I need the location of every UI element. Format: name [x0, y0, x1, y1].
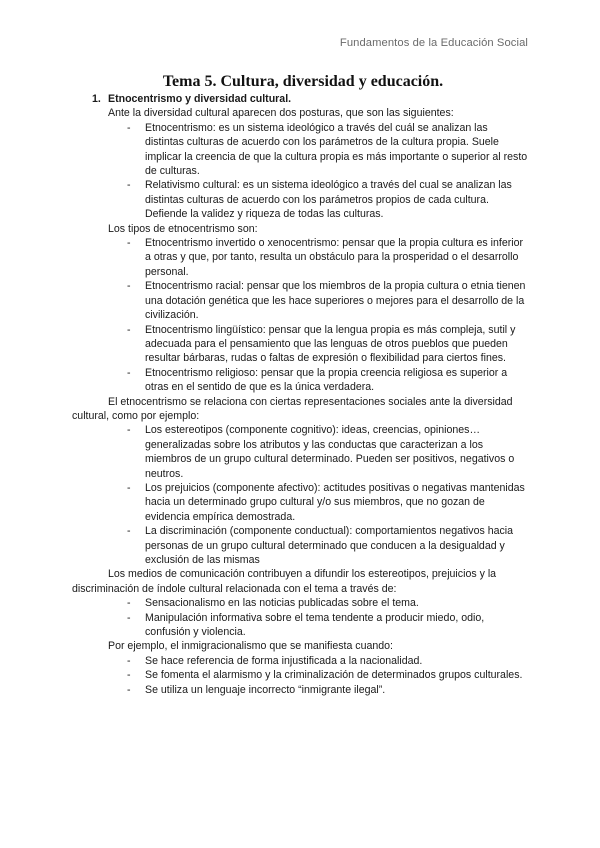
dash-bullet: -: [127, 366, 131, 379]
list-item: - Etnocentrismo lingüístico: pensar que la lengua propia es más compleja, sutil y adecuada para el pensamiento que las lenguas de otros pueblos que pueden resultar bárbaras, rudas o faltas de expresión o flexibilidad para ciertos fines.: [127, 323, 516, 365]
dash-bullet: -: [127, 481, 131, 494]
section-heading: [72, 92, 528, 106]
list-item: - Etnocentrismo: es un sistema ideológico a través del cuál se analizan las distintas culturas de acuerdo con los parámetros de la cultura propia. Suele implicar la creencia de que la cultura propia es más importante o superior al resto de culturas.: [127, 121, 528, 178]
dash-bullet: -: [127, 669, 131, 682]
dash-bullet: -: [127, 683, 131, 696]
document-body: [72, 92, 528, 697]
dash-bullet: -: [127, 597, 131, 610]
list-item: - Se hace referencia de forma injustificada a la nacionalidad.: [127, 654, 423, 667]
list-item: - Sensacionalismo en las noticias publicadas sobre el tema.: [127, 597, 419, 610]
list-item: - La discriminación (componente conductual): comportamientos negativos hacia personas de un grupo cultural determinado que conducen a la desigualdad y exclusión de las mismas: [127, 525, 514, 566]
dash-bullet: -: [127, 179, 131, 192]
media-list: [72, 596, 528, 639]
section-title: Etnocentrismo y diversidad cultural.: [108, 93, 292, 105]
dash-bullet: -: [127, 280, 131, 293]
list-item: - Etnocentrismo religioso: pensar que la propia creencia religiosa es superior a otras en el sentido de que es la única verdadera.: [127, 366, 508, 394]
media-intro: Los medios de comunicación contribuyen a difundir los estereotipos, prejuicios y la discriminación de índole cultural relacionada con el tema a través de:: [72, 568, 497, 595]
running-header: Fundamentos de la Educación Social: [339, 37, 528, 49]
postures-intro: Ante la diversidad cultural aparecen dos posturas, que son las siguientes:: [108, 107, 454, 120]
list-item: - Los estereotipos (componente cognitivo): ideas, creencias, opiniones… generalizadas sobre los atributos y las conductas que caracterizan a los miembros de un grupo cultural determinado. Pueden ser positivos, negativos o neutros.: [127, 424, 515, 480]
dash-bullet: -: [127, 323, 131, 336]
dash-bullet: -: [127, 611, 131, 624]
representations-intro: El etnocentrismo se relaciona con ciertas representaciones sociales ante la diversidad cultural, como por ejemplo:: [72, 395, 513, 422]
types-list: [72, 236, 528, 394]
list-item: - Se fomenta el alarmismo y la criminalización de determinados grupos culturales.: [127, 669, 523, 682]
dash-bullet: -: [127, 654, 131, 667]
dash-bullet: -: [127, 525, 131, 538]
list-item: - Se utiliza un lenguaje incorrecto “inmigrante ilegal”.: [127, 683, 386, 696]
list-item: - Etnocentrismo racial: pensar que los miembros de la propia cultura o etnia tienen una dotación genética que les hace superiores o mejores para el desarrollo de la civilización.: [127, 280, 526, 322]
postures-list: [72, 121, 528, 222]
dash-bullet: -: [127, 424, 131, 437]
dash-bullet: -: [127, 121, 131, 134]
types-intro: Los tipos de etnocentrismo son:: [108, 222, 258, 235]
section-number: 1.: [92, 93, 101, 105]
list-item: - Relativismo cultural: es un sistema ideológico a través del cual se analizan las distintas culturas de acuerdo con los parámetros propios de cada cultura. Defiende la validez y riqueza de todas las culturas.: [127, 179, 512, 221]
list-item: - Etnocentrismo invertido o xenocentrismo: pensar que la propia cultura es inferior a otras y que, por tanto, resulta un obstáculo para la prosperidad o el desarrollo personal.: [127, 237, 524, 278]
examples-list: [72, 654, 528, 697]
example-intro: Por ejemplo, el inmigracionalismo que se manifiesta cuando:: [108, 640, 394, 653]
dash-bullet: -: [127, 237, 131, 250]
representations-list: [72, 423, 528, 567]
list-item: - Manipulación informativa sobre el tema tendente a producir miedo, odio, confusión y violencia.: [127, 611, 485, 639]
page-title: Tema 5. Cultura, diversidad y educación.: [162, 73, 444, 90]
list-item: - Los prejuicios (componente afectivo): actitudes positivas o negativas mantenidas hacia un determinado grupo cultural y/o sus miembros, que no gozan de evidencia empírica demostrada.: [127, 481, 525, 523]
